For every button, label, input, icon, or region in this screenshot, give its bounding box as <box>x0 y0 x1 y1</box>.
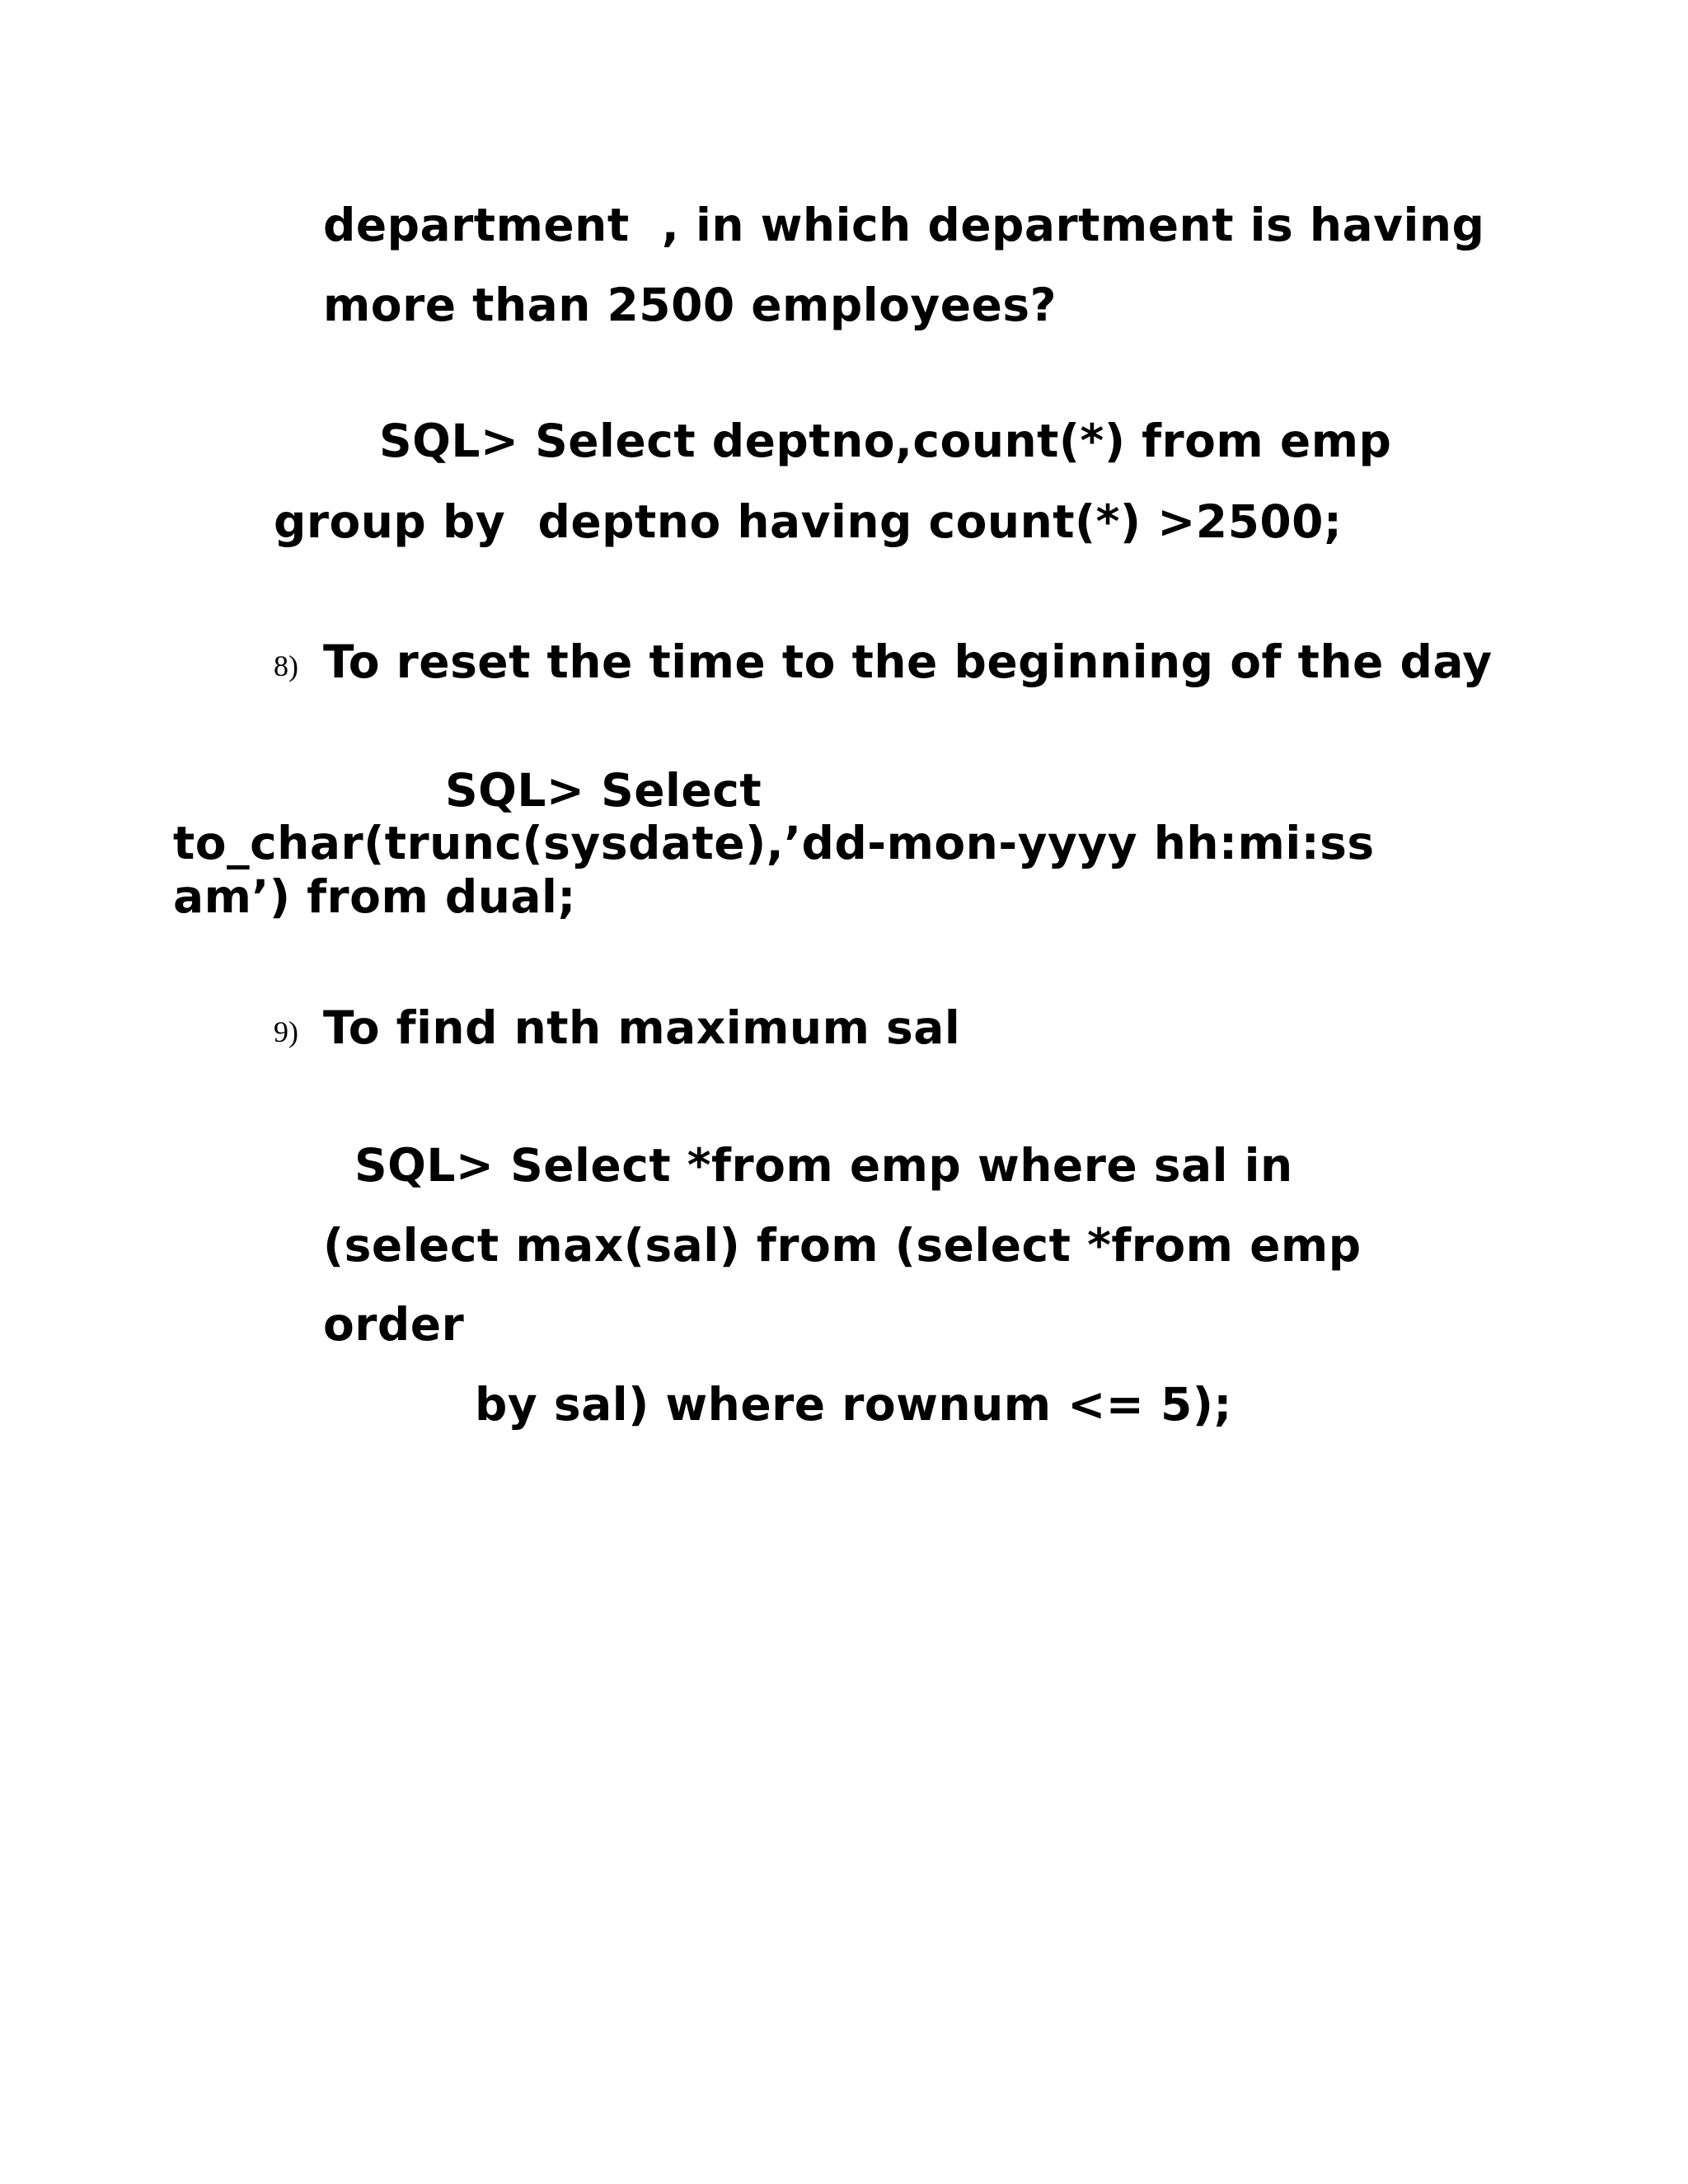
sql-8-line-3: am’) from dual; <box>173 870 576 923</box>
heading-9: To find nth maximum sal <box>323 1001 961 1054</box>
item-number-9: 9) <box>274 1015 298 1048</box>
sql-9-line-1: SQL> Select *from emp where sal in <box>354 1139 1293 1192</box>
sql-8-line-2: to_char(trunc(sysdate),’dd-mon-yyyy hh:mi:ss <box>173 817 1375 869</box>
sql-9-line-3: order <box>323 1298 465 1351</box>
item-number-8: 8) <box>274 649 298 682</box>
heading-8: To reset the time to the beginning of the day <box>323 635 1493 688</box>
question-7-line-1: department , in which department is having <box>323 199 1485 251</box>
sql-7-line-1: SQL> Select deptno,count(*) from emp <box>379 415 1392 467</box>
question-7-line-2: more than 2500 employees? <box>323 279 1057 331</box>
sql-7-line-2: group by deptno having count(*) >2500; <box>274 495 1343 548</box>
sql-9-line-2: (select max(sal) from (select *from emp <box>323 1219 1362 1272</box>
sql-9-line-4: by sal) where rownum <= 5); <box>475 1378 1232 1431</box>
sql-8-line-1: SQL> Select <box>445 764 762 817</box>
